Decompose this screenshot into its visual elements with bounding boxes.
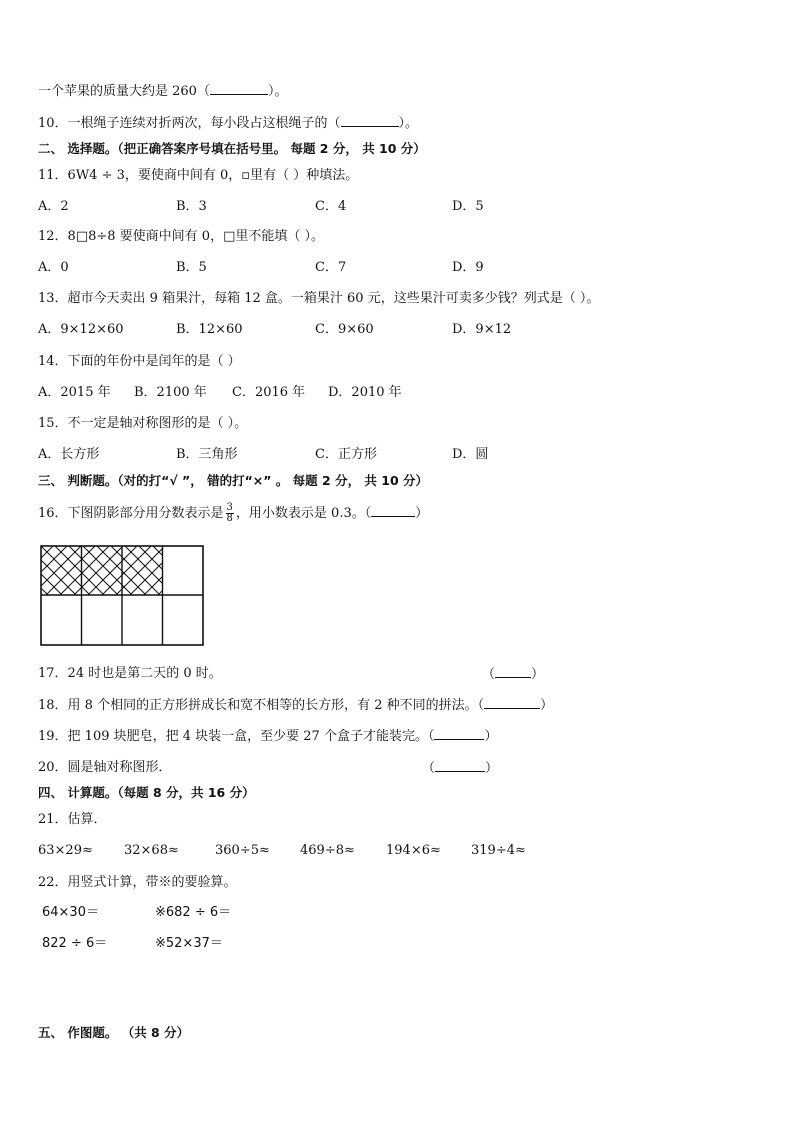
calc-item: ※682 ÷ 6＝	[155, 905, 232, 920]
q12-option-b[interactable]: B．5	[176, 260, 207, 275]
estimate-item: 360÷5≈	[215, 843, 270, 858]
q13-option-b[interactable]: B．12×60	[176, 322, 243, 337]
fraction-denominator: 8	[226, 513, 233, 524]
bracket-close: ）。	[267, 84, 288, 99]
estimate-item: 63×29≈	[38, 843, 93, 858]
q14-option-d[interactable]: D．2010 年	[328, 385, 402, 400]
q14-option-a[interactable]: A．2015 年	[38, 385, 111, 400]
q12-option-d[interactable]: D．9	[452, 260, 484, 275]
question-14: 14．下面的年份中是闰年的是（ ）	[38, 354, 241, 369]
q14-option-b[interactable]: B．2100 年	[134, 385, 207, 400]
question-21: 21．估算．	[38, 812, 107, 827]
question-text: 10．一根绳子连续对折两次，每小段占这根绳子的（	[38, 116, 341, 131]
section-3-heading: 三、 判断题。（对的打“√ ”， 错的打“×” 。 每题 2 分， 共 10 分）	[38, 473, 429, 488]
question-11: 11．6W4 ÷ 3，要使商中间有 0，▫里有（ ）种填法。	[38, 168, 359, 183]
q13-option-c[interactable]: C．9×60	[315, 322, 374, 337]
q11-option-b[interactable]: B．3	[176, 199, 207, 214]
bracket-close: ）。	[398, 116, 419, 131]
bracket-close: ）	[485, 761, 499, 776]
question-text: 16．下图阴影部分用分数表示是	[38, 506, 224, 521]
question-18	[38, 696, 553, 715]
estimate-item: 32×68≈	[124, 843, 179, 858]
fraction-numerator: 3	[226, 502, 233, 513]
answer-blank[interactable]	[484, 696, 540, 709]
q13-option-d[interactable]: D．9×12	[452, 322, 512, 337]
answer-blank[interactable]	[341, 114, 399, 127]
bracket-close: ）	[531, 667, 545, 682]
section-5-heading: 五、 作图题。 （共 8 分）	[38, 1025, 190, 1040]
question-12: 12．8□8÷8 要使商中间有 0，□里不能填（ ）。	[38, 229, 324, 244]
q13-option-a[interactable]: A．9×12×60	[38, 322, 124, 337]
answer-blank[interactable]	[434, 727, 484, 740]
answer-blank[interactable]	[435, 759, 485, 772]
answer-blank[interactable]	[210, 82, 268, 95]
q11-option-d[interactable]: D．5	[452, 199, 484, 214]
answer-bracket-17	[482, 665, 544, 684]
calc-item: 822 ÷ 6＝	[42, 936, 108, 951]
question-16	[38, 502, 428, 526]
question-17: 17．24 时也是第二天的 0 时。	[38, 666, 222, 681]
question-text: 18．用 8 个相同的正方形拼成长和宽不相等的长方形，有 2 种不同的拼法。（	[38, 698, 485, 713]
answer-bracket-20	[422, 759, 498, 778]
question-9-tail	[38, 82, 287, 101]
q12-option-a[interactable]: A．0	[38, 260, 69, 275]
bracket-close: ）	[415, 506, 429, 521]
q14-option-c[interactable]: C．2016 年	[232, 385, 306, 400]
shaded-grid-figure	[40, 545, 204, 646]
estimate-item: 319÷4≈	[471, 843, 526, 858]
q15-option-a[interactable]: A．长方形	[38, 447, 100, 462]
bracket-open: （	[422, 761, 436, 776]
question-22: 22．用竖式计算，带※的要验算。	[38, 875, 237, 890]
question-13: 13．超市今天卖出 9 箱果汁，每箱 12 盒。一箱果汁 60 元，这些果汁可卖多少钱？列式是（ ）。	[38, 291, 600, 306]
answer-blank[interactable]	[371, 504, 415, 517]
q11-option-c[interactable]: C．4	[315, 199, 347, 214]
shaded-cell	[122, 546, 163, 595]
q15-option-b[interactable]: B．三角形	[176, 447, 238, 462]
question-19	[38, 727, 497, 746]
question-text: 一个苹果的质量大约是 260（	[38, 84, 210, 99]
q15-option-c[interactable]: C．正方形	[315, 447, 377, 462]
calc-item: 64×30＝	[42, 905, 99, 920]
section-2-heading: 二、 选择题。（把正确答案序号填在括号里。 每题 2 分， 共 10 分）	[38, 141, 426, 156]
estimate-item: 469÷8≈	[300, 843, 355, 858]
bracket-open: （	[482, 667, 496, 682]
calc-item: ※52×37＝	[155, 936, 223, 951]
shaded-cell	[82, 546, 123, 595]
question-10	[38, 114, 418, 133]
question-20: 20．圆是轴对称图形．	[38, 760, 172, 775]
question-text: 19．把 109 块肥皂，把 4 块装一盒，至少要 27 个盒子才能装完。（	[38, 729, 435, 744]
q11-option-a[interactable]: A．2	[38, 199, 69, 214]
q12-option-c[interactable]: C．7	[315, 260, 347, 275]
question-15: 15．不一定是轴对称图形的是（ ）。	[38, 416, 248, 431]
bracket-close: ）	[540, 698, 554, 713]
section-4-heading: 四、 计算题。（每题 8 分，共 16 分）	[38, 785, 255, 800]
shaded-cell	[41, 546, 82, 595]
answer-blank[interactable]	[495, 665, 531, 678]
bracket-close: ）	[484, 729, 498, 744]
question-text-2: ，用小数表示是 0.3。（	[235, 506, 372, 521]
q15-option-d[interactable]: D．圆	[452, 447, 489, 462]
estimate-item: 194×6≈	[386, 843, 441, 858]
fraction	[226, 503, 234, 524]
